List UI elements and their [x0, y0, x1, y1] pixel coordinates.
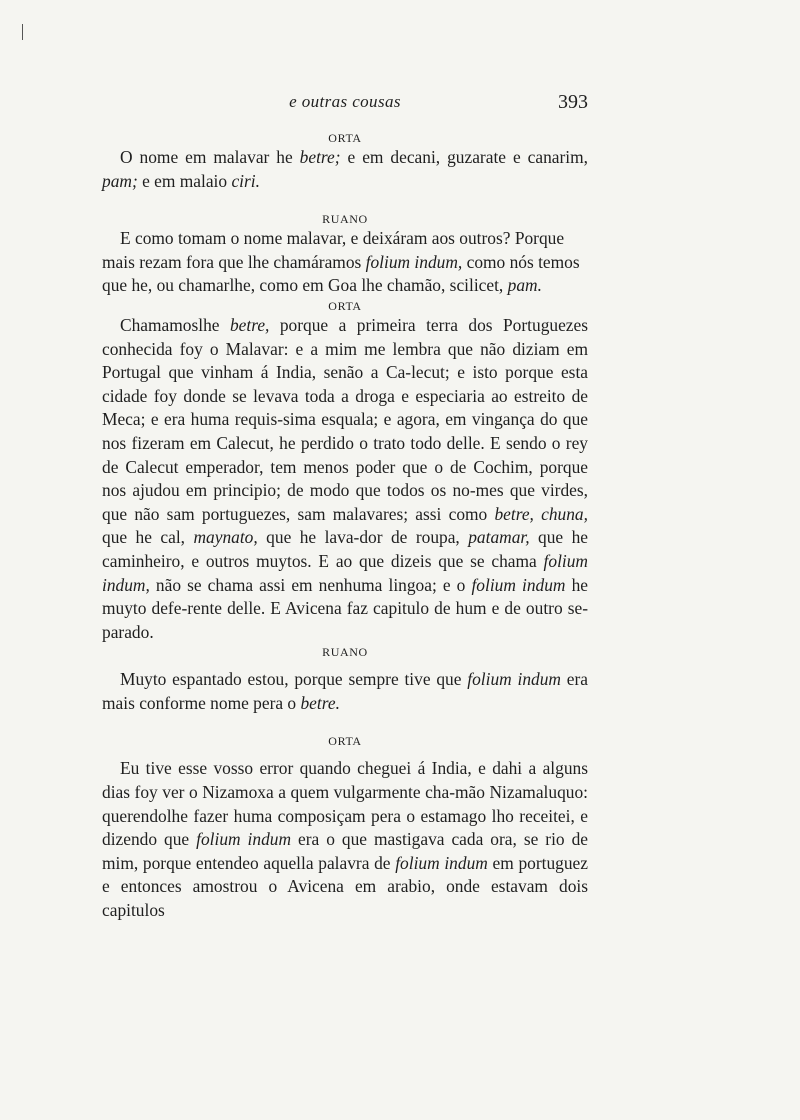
text-run: como nós temos que he, ou chamarlhe, como em Goa lhe chamão, scilicet,: [102, 251, 580, 296]
text-run: que he lava-dor de roupa,: [257, 527, 469, 548]
running-title: e outras cousas: [289, 92, 401, 111]
italic-term: ciri.: [231, 170, 260, 191]
italic-term: pam.: [507, 275, 542, 296]
text-run: era o que mastigava cada ora, se rio de mim, porque entendeo aquella palavra de: [102, 829, 588, 873]
text-run: porque a primeira terra dos Portuguezes conhecida foy o Malavar: e a mim me lembra que não diziam em Portugal que vinham á India, senão a Ca-lecut; e isto porque esta cidade foy donde se levava toda a droga e especiaria ao estreito de Meca; e era huma requis-sima esquala; e agora, em vingança do que nos fizeram em Calecut, he perdido o trato todo delle. E sendo o rey de Calecut emperador, tem menos poder que o de Cochim, porque nos ajudou em principio; de modo que todos os no-mes que virdes, que não sam portuguezes, sam malavares; assi como: [102, 314, 589, 524]
text-run: que he cal,: [102, 527, 194, 548]
text-run: Chamamoslhe: [120, 314, 230, 335]
italic-term: folium indum,: [102, 550, 588, 595]
speech-paragraph: [102, 314, 588, 644]
speech-paragraph: [102, 668, 588, 715]
dialogue-body: [102, 130, 588, 923]
text-run: O nome em malavar he: [120, 147, 300, 167]
text-run: era mais conforme nome pera o: [102, 669, 588, 713]
text-run: he muyto defe-rente delle. E Avicena faz capitulo de hum e de outro se-parado.: [102, 574, 588, 642]
speech-orta-1: [102, 146, 588, 193]
text-run: Muyto espantado estou, porque sempre tive que: [120, 669, 468, 690]
speaker-label-ruano: RUANO: [322, 645, 368, 660]
italic-term: pam;: [102, 170, 138, 191]
text-run: em portuguez e entonces amostrou o Avicena em arabio, onde estavam dois capitulos: [102, 852, 588, 921]
italic-term: maynato,: [193, 527, 258, 548]
speech-paragraph: [102, 146, 588, 193]
page-number: 393: [558, 91, 588, 113]
text-run: não se chama assi em nenhuma lingoa; e o: [149, 574, 472, 595]
italic-term: patamar,: [468, 527, 530, 548]
speech-ruano-1: [102, 227, 588, 298]
text-run: e em malaio: [137, 170, 232, 191]
page-edge-mark: [22, 24, 23, 40]
speaker-label-orta: ORTA: [328, 734, 362, 749]
italic-term: folium indum: [471, 574, 566, 595]
speaker-label-orta: ORTA: [328, 131, 362, 145]
speech-paragraph: [102, 227, 588, 298]
italic-term: betre.: [300, 692, 340, 713]
italic-term: folium indum,: [365, 251, 463, 272]
italic-term: betre, chuna,: [494, 503, 588, 524]
speaker-label-ruano: RUANO: [322, 212, 368, 227]
speech-orta-2: [102, 314, 588, 644]
italic-term: folium indum: [196, 829, 292, 850]
running-header: [102, 92, 588, 116]
italic-term: betre;: [299, 147, 341, 167]
text-run: que he caminheiro, e outros muytos. E ao que dizeis que se chama: [102, 527, 588, 571]
speaker-label-orta: ORTA: [328, 298, 362, 313]
speech-ruano-2: [102, 668, 588, 715]
speech-paragraph: [102, 757, 588, 922]
speech-orta-3: [102, 757, 588, 922]
text-run: E como tomam o nome malavar, e deixáram aos outros? Porque mais rezam fora que lhe chamáramos: [102, 228, 565, 272]
italic-term: folium indum: [395, 852, 488, 873]
italic-term: betre,: [229, 314, 270, 335]
text-run: Eu tive esse vosso error quando cheguei á India, e dahi a alguns dias foy ver o Nizamoxa a quem vulgarmente cha-mão Nizamaluquo: querendolhe fazer huma composiçam pera o estamago lho receitei, e dizendo que: [102, 758, 588, 850]
italic-term: folium indum: [467, 669, 561, 690]
text-run: e em decani, guzarate e canarim,: [340, 147, 588, 167]
